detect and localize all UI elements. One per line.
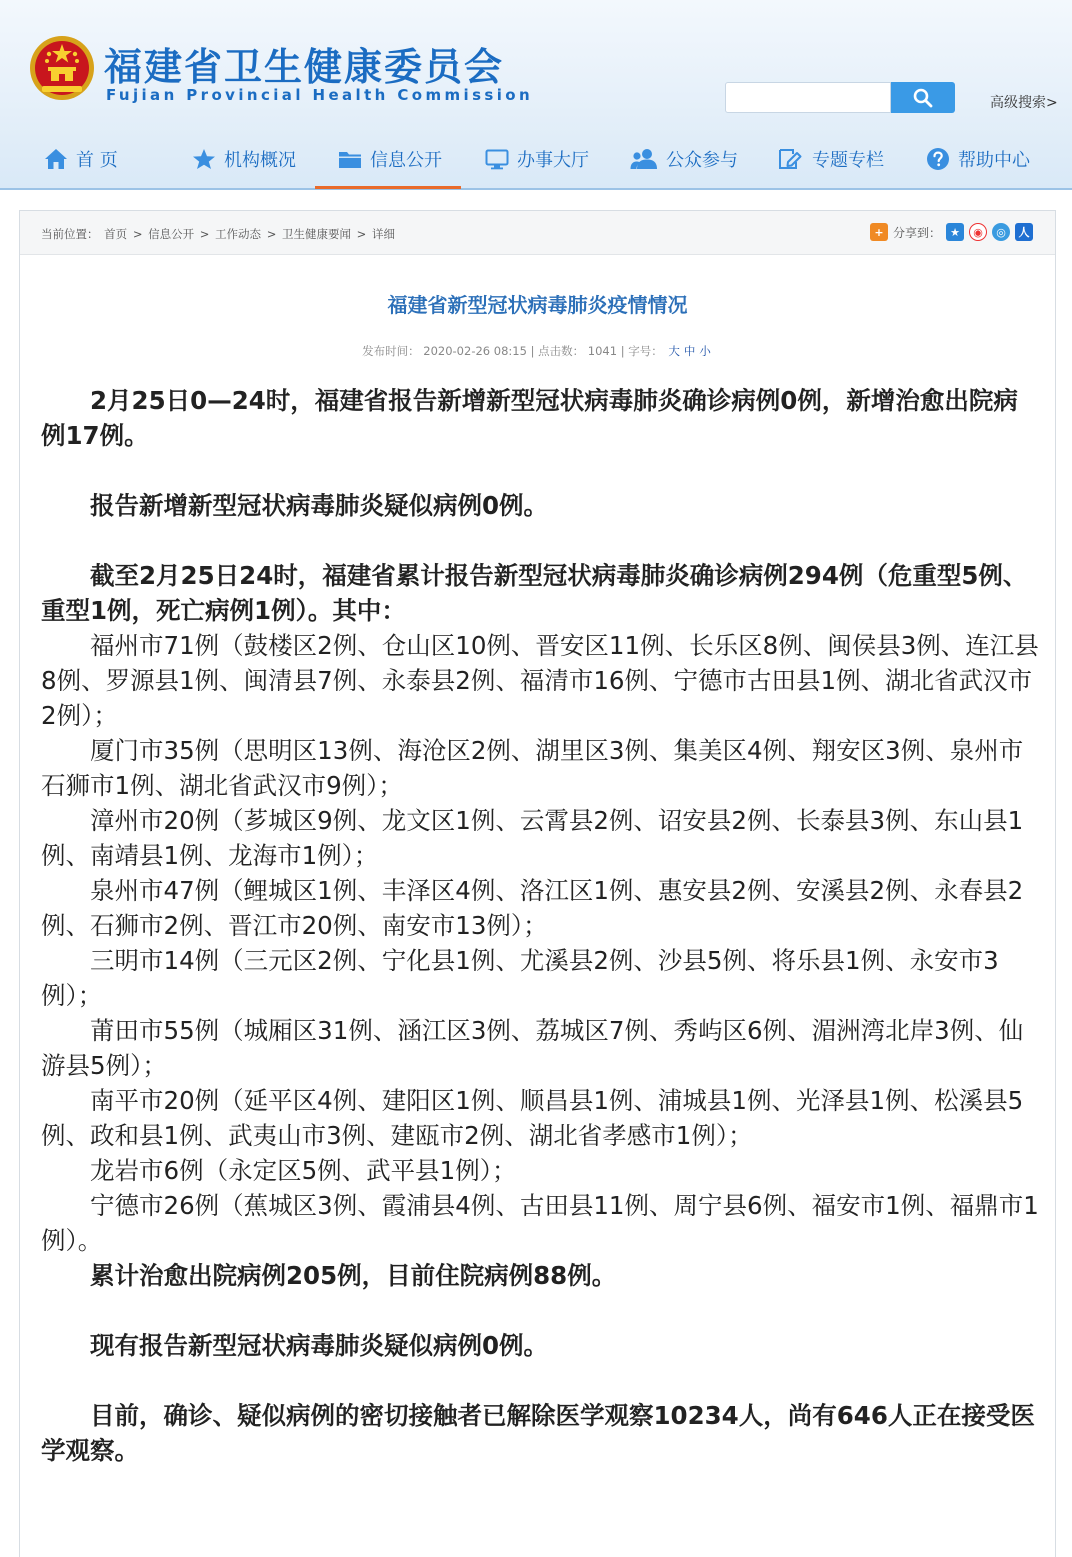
help-icon (926, 147, 950, 171)
breadcrumb-item-info-public[interactable]: 信息公开 (148, 227, 195, 241)
content-panel (19, 210, 1056, 1557)
font-size-small[interactable]: 小 (699, 344, 711, 358)
home-icon (44, 148, 68, 170)
document-edit-icon (778, 147, 804, 171)
paragraph-close-contacts: 目前，确诊、疑似病例的密切接触者已解除医学观察10234人，尚有646人正在接受医学观察。 (41, 1401, 1035, 1465)
publish-time-label: 发布时间： (362, 344, 420, 358)
breadcrumb-bar (20, 211, 1055, 255)
search-input[interactable] (725, 82, 891, 113)
site-title: 福建省卫生健康委员会 (104, 45, 505, 89)
nav-item-special-column[interactable] (778, 130, 884, 188)
tencent-weibo-icon[interactable]: ◎ (992, 223, 1010, 241)
nav-label: 机构概况 (224, 150, 296, 171)
paragraph-recovered: 累计治愈出院病例205例，目前住院病例88例。 (90, 1261, 617, 1290)
nav-label: 专题专栏 (812, 150, 884, 171)
nav-label: 帮助中心 (958, 150, 1030, 171)
breadcrumb (41, 226, 397, 242)
click-count-label: | 点击数： (530, 344, 585, 358)
advanced-search-link[interactable]: 高级搜索> (990, 95, 1058, 111)
publish-time: 2020-02-26 08:15 (423, 344, 527, 358)
star-icon (192, 148, 216, 170)
nav-label: 公众参与 (666, 150, 738, 171)
breadcrumb-item-work-news[interactable]: 工作动态 (215, 227, 262, 241)
weibo-icon[interactable]: ◉ (969, 223, 987, 241)
nav-item-home[interactable] (44, 130, 118, 188)
paragraph-new-cases: 2月25日0—24时，福建省报告新增新型冠状病毒肺炎确诊病例0例，新增治愈出院病例17例。 (41, 386, 1018, 450)
city-item-xiamen: 厦门市35例（思明区13例、海沧区2例、湖里区3例、集美区4例、翔安区3例、泉州市石狮市1例、湖北省武汉市9例）； (41, 736, 1024, 800)
city-item-zhangzhou: 漳州市20例（芗城区9例、龙文区1例、云霄县2例、诏安县2例、长泰县3例、东山县1例、南靖县1例、龙海市1例）； (41, 806, 1024, 870)
nav-label: 办事大厅 (517, 150, 589, 171)
article-body (41, 383, 1041, 1468)
font-size-options (666, 344, 713, 358)
city-item-fuzhou: 福州市71例（鼓楼区2例、仓山区10例、晋安区11例、长乐区8例、闽侯县3例、连江县8例、罗源县1例、闽清县7例、永泰县2例、福清市16例、宁德市古田县1例、湖北省武汉市2例）； (41, 631, 1039, 730)
share-bar (870, 223, 1033, 241)
article-title: 福建省新型冠状病毒肺炎疫情情况 (387, 293, 688, 317)
main-nav (0, 130, 1072, 188)
city-item-sanming: 三明市14例（三元区2例、宁化县1例、尤溪县2例、沙县5例、将乐县1例、永安市3例）； (41, 946, 999, 1010)
search-icon (913, 88, 933, 108)
share-label: 分享到： (892, 225, 941, 240)
site-subtitle: Fujian Provincial Health Commission (106, 86, 534, 104)
breadcrumb-separator: > (132, 227, 143, 241)
click-count: 1041 (587, 344, 618, 358)
breadcrumb-item-home[interactable]: 首页 (104, 227, 128, 241)
city-item-quanzhou: 泉州市47例（鲤城区1例、丰泽区4例、洛江区1例、惠安县2例、安溪县2例、永春县2例、石狮市2例、晋江市20例、南安市13例）； (41, 876, 1024, 940)
site-header (0, 0, 1072, 190)
city-item-putian: 莆田市55例（城厢区31例、涵江区3例、荔城区7例、秀屿区6例、湄洲湾北岸3例、仙游县5例）； (41, 1016, 1024, 1080)
breadcrumb-item-health-news[interactable]: 卫生健康要闻 (282, 227, 352, 241)
nav-item-service-hall[interactable] (485, 130, 589, 188)
monitor-icon (485, 148, 509, 170)
font-size-large[interactable]: 大 (668, 344, 680, 358)
paragraph-new-suspected: 报告新增新型冠状病毒肺炎疑似病例0例。 (90, 491, 549, 520)
nav-label: 首 页 (76, 150, 118, 171)
nav-item-about[interactable] (192, 130, 296, 188)
nav-item-info-public[interactable] (338, 130, 442, 188)
national-emblem-icon (28, 34, 96, 104)
breadcrumb-separator: > (356, 227, 367, 241)
city-item-longyan: 龙岩市6例（永定区5例、武平县1例）； (90, 1156, 517, 1185)
article-meta (20, 343, 1055, 359)
breadcrumb-separator: > (266, 227, 277, 241)
breadcrumb-item-detail: 详细 (371, 227, 395, 241)
breadcrumb-separator: > (199, 227, 210, 241)
city-item-ningde: 宁德市26例（蕉城区3例、霞浦县4例、古田县11例、周宁县6例、福安市1例、福鼎市1例）。 (41, 1191, 1039, 1255)
renren-icon[interactable]: 人 (1015, 223, 1033, 241)
city-item-nanping: 南平市20例（延平区4例、建阳区1例、顺昌县1例、浦城县1例、光泽县1例、松溪县5例、政和县1例、武夷山市3例、建瓯市2例、湖北省孝感市1例）； (41, 1086, 1024, 1150)
share-plus-icon[interactable]: + (870, 223, 888, 241)
nav-item-participation[interactable] (630, 130, 738, 188)
paragraph-cumulative: 截至2月25日24时，福建省累计报告新型冠状病毒肺炎确诊病例294例（危重型5例、重型1例，死亡病例1例）。其中： (41, 561, 1028, 625)
breadcrumb-prefix: 当前位置： (41, 227, 99, 241)
nav-item-help[interactable] (926, 130, 1030, 188)
folder-icon (338, 148, 362, 170)
users-icon (630, 148, 658, 170)
paragraph-current-suspected: 现有报告新型冠状病毒肺炎疑似病例0例。 (90, 1331, 549, 1360)
search-button[interactable] (891, 82, 955, 113)
qzone-star-icon[interactable]: ★ (946, 223, 964, 241)
font-size-label: | 字号： (620, 344, 663, 358)
nav-label: 信息公开 (370, 150, 442, 171)
nav-active-indicator (315, 186, 461, 189)
font-size-medium[interactable]: 中 (683, 344, 696, 358)
